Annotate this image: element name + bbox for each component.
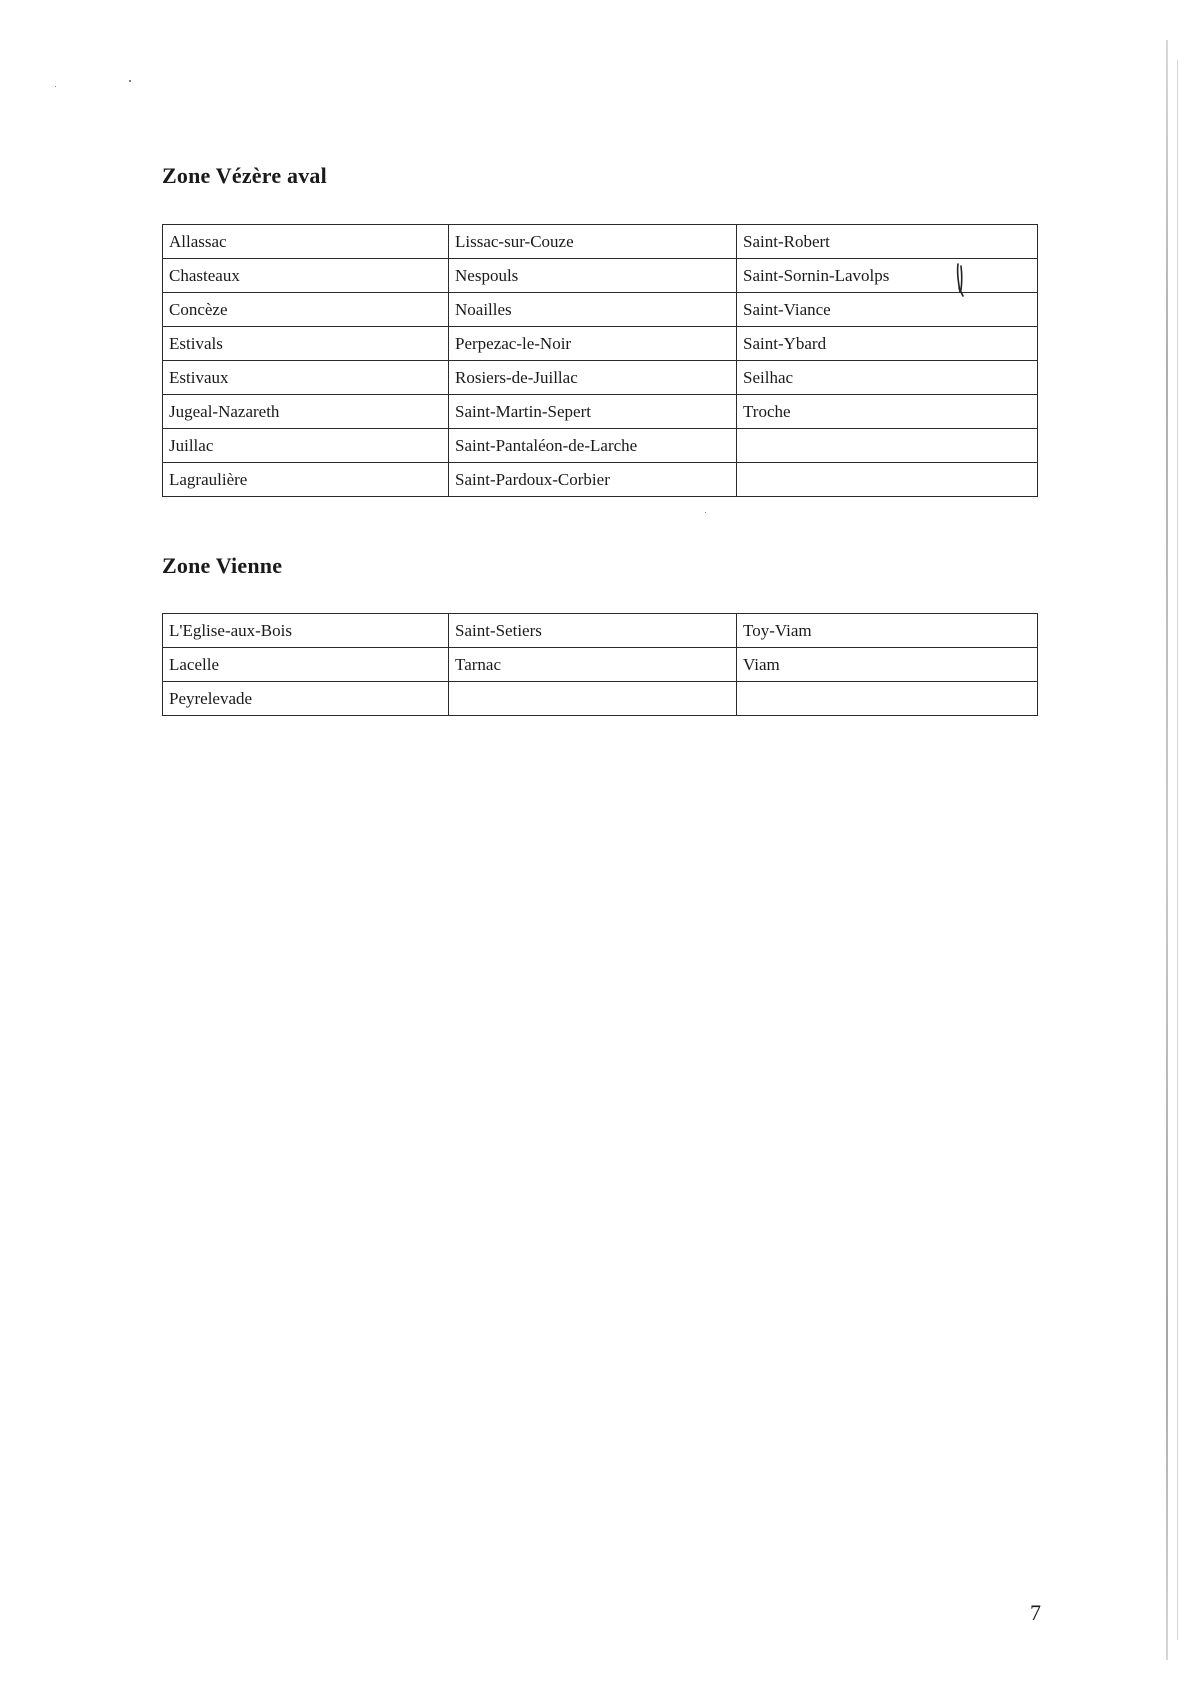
table-cell: L'Eglise-aux-Bois (163, 614, 449, 648)
table-row (163, 225, 1038, 259)
table-row (163, 648, 1038, 682)
zone-vezere-title: Zone Vézère aval (162, 163, 327, 188)
table-cell: Estivals (163, 327, 449, 361)
table-cell: Jugeal-Nazareth (163, 395, 449, 429)
table-cell: Perpezac-le-Noir (449, 327, 737, 361)
table-cell: Troche (737, 395, 1038, 429)
scan-speck (55, 86, 56, 87)
table-cell (737, 682, 1038, 716)
table-cell: Saint-Viance (737, 293, 1038, 327)
table-cell: Nespouls (449, 259, 737, 293)
table-cell: Rosiers-de-Juillac (449, 361, 737, 395)
scan-speck (129, 80, 131, 82)
table-row (163, 429, 1038, 463)
table-cell: Concèze (163, 293, 449, 327)
zone-vienne-table (162, 613, 1038, 716)
table-cell: Toy-Viam (737, 614, 1038, 648)
table-cell: Saint-Martin-Sepert (449, 395, 737, 429)
table-row (163, 361, 1038, 395)
table-cell: Saint-Sornin-Lavolps (737, 259, 1038, 293)
table-cell: Saint-Robert (737, 225, 1038, 259)
handwritten-mark-icon (952, 262, 968, 298)
table-row (163, 293, 1038, 327)
scan-edge-line (1166, 40, 1168, 1660)
table-cell: Viam (737, 648, 1038, 682)
table-cell: Saint-Pantaléon-de-Larche (449, 429, 737, 463)
table-row (163, 614, 1038, 648)
zone-vienne-title: Zone Vienne (162, 553, 283, 578)
table-cell: Saint-Pardoux-Corbier (449, 463, 737, 497)
table-cell: Chasteaux (163, 259, 449, 293)
table-cell: Tarnac (449, 648, 737, 682)
table-cell (737, 463, 1038, 497)
scan-edge-line (1177, 60, 1178, 1640)
table-cell: Saint-Ybard (737, 327, 1038, 361)
table-row (163, 327, 1038, 361)
table-cell: Noailles (449, 293, 737, 327)
table-row (163, 463, 1038, 497)
zone-vezere-table (162, 224, 1038, 497)
table-row (163, 259, 1038, 293)
scan-speck (705, 512, 706, 513)
table-cell (737, 429, 1038, 463)
table-cell: Lagraulière (163, 463, 449, 497)
table-row (163, 395, 1038, 429)
table-cell: Estivaux (163, 361, 449, 395)
table-cell: Saint-Setiers (449, 614, 737, 648)
table-cell: Lacelle (163, 648, 449, 682)
table-row (163, 682, 1038, 716)
page-number: 7 (1030, 1600, 1041, 1625)
table-cell: Seilhac (737, 361, 1038, 395)
table-cell: Juillac (163, 429, 449, 463)
table-cell: Allassac (163, 225, 449, 259)
table-cell (449, 682, 737, 716)
table-cell: Lissac-sur-Couze (449, 225, 737, 259)
table-cell: Peyrelevade (163, 682, 449, 716)
